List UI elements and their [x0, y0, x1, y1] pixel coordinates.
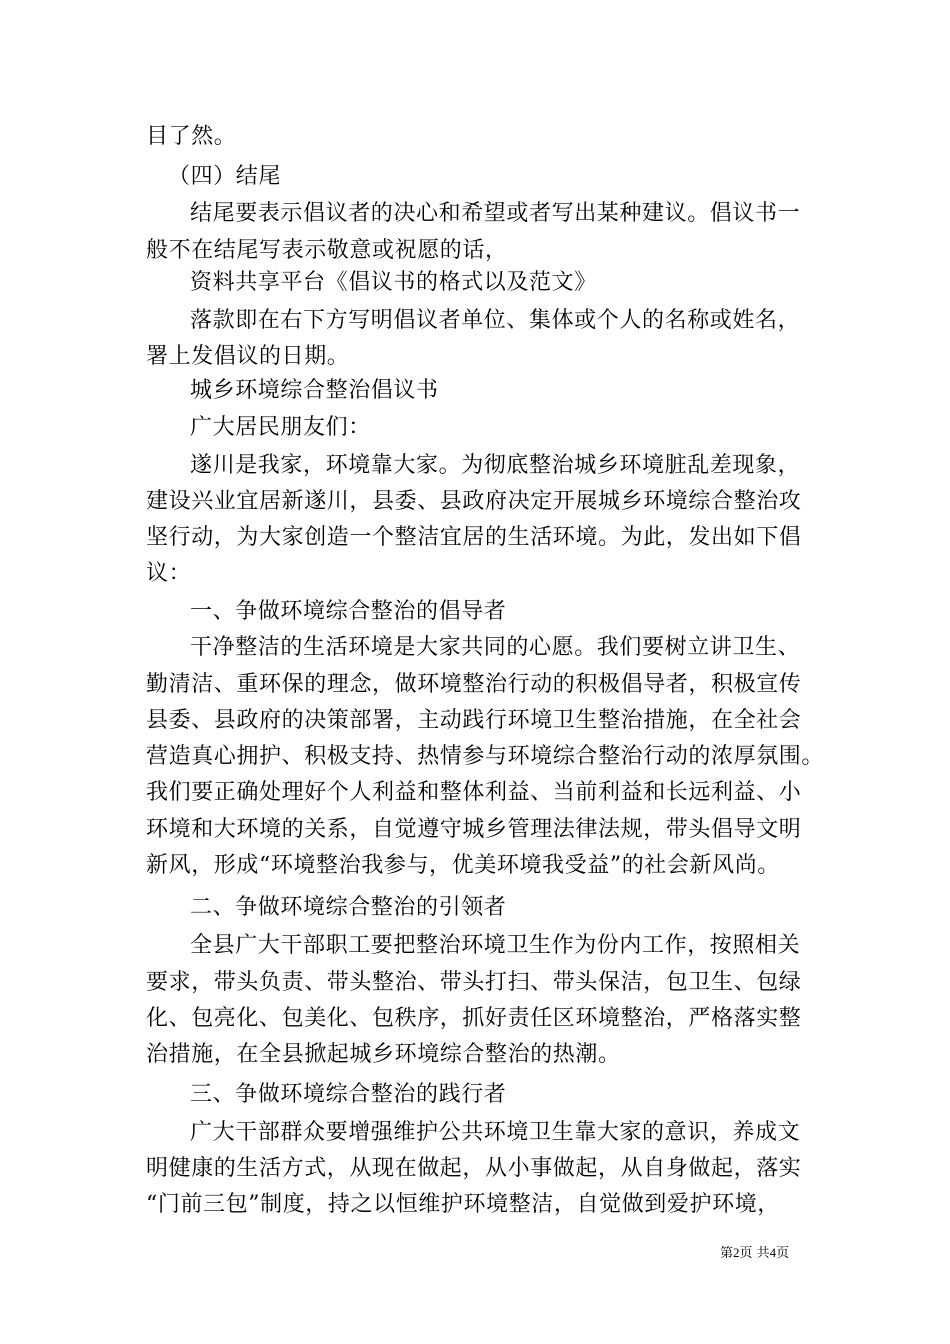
text-line: 般不在结尾写表示敬意或祝愿的话， — [146, 238, 508, 263]
text-line: 署上发倡议的日期。 — [146, 344, 350, 369]
salutation: 广大居民朋友们： — [190, 415, 371, 440]
text-line: 要求，带头负责、带头整治、带头打扫、带头保洁，包卫生、包绿 — [146, 970, 802, 995]
text-line: 广大干部群众要增强维护公共环境卫生靠大家的意识，养成文 — [190, 1120, 801, 1145]
text-line: 县委、县政府的决策部署，主动践行环境卫生整治措施，在全社会 — [146, 708, 802, 733]
section-heading: 三、争做环境综合整治的践行者 — [190, 1082, 507, 1107]
text-line: 干净整洁的生活环境是大家共同的心愿。我们要树立讲卫生、 — [190, 635, 801, 660]
text-line: 营造真心拥护、积极支持、热情参与环境综合整治行动的浓厚氛围。 — [146, 744, 825, 769]
text-line: 议： — [146, 561, 192, 586]
section-heading: 二、争做环境综合整治的引领者 — [190, 895, 507, 920]
total-page-number: 4 — [769, 1245, 777, 1260]
text-line: 结尾要表示倡议者的决心和希望或者写出某种建议。倡议书一 — [190, 201, 801, 226]
footer-suffix: 页 — [776, 1246, 790, 1261]
section-heading: （四）结尾 — [168, 164, 282, 189]
document-title: 城乡环境综合整治倡议书 — [190, 378, 439, 403]
text-line: 坚行动，为大家创造一个整洁宜居的生活环境。为此，发出如下倡 — [146, 525, 802, 550]
text-line: 环境和大环境的关系，自觉遵守城乡管理法律法规，带头倡导文明 — [146, 817, 802, 842]
text-line: 勤清洁、重环保的理念，做环境整治行动的积极倡导者，积极宣传 — [146, 672, 802, 697]
text-line: 遂川是我家，环境靠大家。为彻底整治城乡环境脏乱差现象， — [190, 453, 801, 478]
current-page-number: 2 — [733, 1245, 740, 1260]
text-line: 目了然。 — [146, 124, 237, 149]
text-line: 化、包亮化、包美化、包秩序，抓好责任区环境整治，严格落实整 — [146, 1006, 802, 1031]
page-footer — [720, 1244, 789, 1263]
footer-prefix: 第 — [720, 1246, 734, 1261]
section-heading: 一、争做环境综合整治的倡导者 — [190, 599, 507, 624]
text-line: 建设兴业宜居新遂川，县委、县政府决定开展城乡环境综合整治攻 — [146, 489, 802, 514]
text-line: 治措施，在全县掀起城乡环境综合整治的热潮。 — [146, 1042, 621, 1067]
text-line: 明健康的生活方式，从现在做起，从小事做起，从自身做起，落实 — [146, 1156, 802, 1181]
text-line: 我们要正确处理好个人利益和整体利益、当前利益和长远利益、小 — [146, 780, 802, 805]
text-line: “门前三包”制度，持之以恒维护环境整洁，自觉做到爱护环境， — [146, 1192, 780, 1217]
text-line: 资料共享平台《倡议书的格式以及范文》 — [190, 270, 597, 295]
text-line: 新风，形成“环境整治我参与，优美环境我受益”的社会新风尚。 — [146, 853, 780, 878]
footer-middle: 页 共 — [739, 1246, 770, 1261]
text-line: 落款即在右下方写明倡议者单位、集体或个人的名称或姓名， — [190, 308, 801, 333]
text-line: 全县广大干部职工要把整治环境卫生作为份内工作，按照相关 — [190, 933, 801, 958]
